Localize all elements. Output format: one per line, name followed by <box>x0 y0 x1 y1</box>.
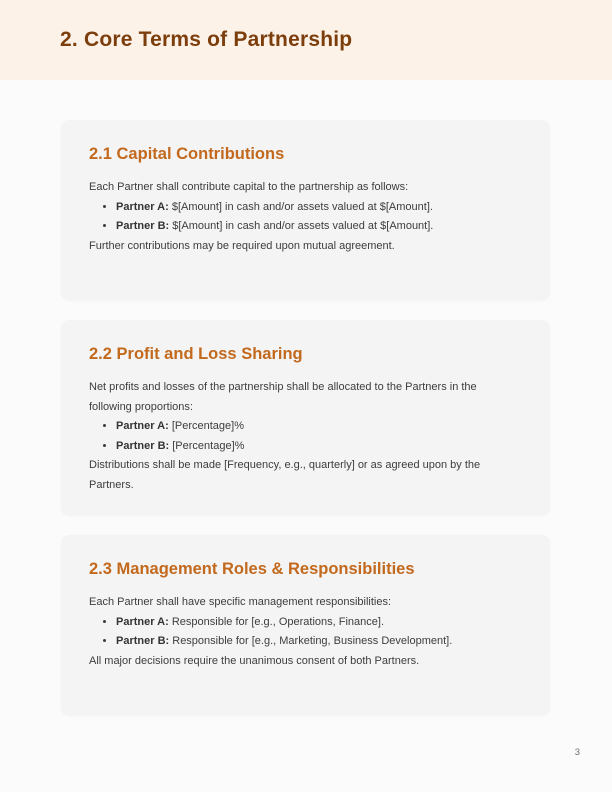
section-heading: 2.3 Management Roles & Responsibilities <box>89 560 415 578</box>
partner-list <box>89 198 522 237</box>
page-title: 2. Core Terms of Partnership <box>60 28 353 51</box>
section-intro: Each Partner shall contribute capital to the partnership as follows: <box>89 181 409 193</box>
partner-list <box>89 417 522 456</box>
section-card-capital-contributions <box>61 120 550 300</box>
partner-label: Partner A: <box>116 200 169 213</box>
list-item <box>116 198 522 218</box>
list-item <box>116 417 522 437</box>
partner-detail: Responsible for [e.g., Operations, Finance]. <box>171 615 385 628</box>
page-number: 3 <box>574 747 580 758</box>
section-outro: All major decisions require the unanimous consent of both Partners. <box>89 654 420 667</box>
partner-detail: $[Amount] in cash and/or assets valued at $[Amount]. <box>172 220 434 232</box>
partner-label: Partner B: <box>116 635 170 647</box>
section-card-profit-loss-sharing <box>61 320 550 515</box>
list-item <box>116 632 522 652</box>
section-card-management-roles <box>61 535 550 715</box>
partner-list <box>89 613 522 652</box>
section-intro: Each Partner shall have specific management responsibilities: <box>89 596 392 608</box>
partner-detail: [Percentage]% <box>172 439 245 452</box>
partner-detail: [Percentage]% <box>171 420 244 432</box>
list-item <box>116 437 522 457</box>
section-outro: Further contributions may be required upon mutual agreement. <box>89 239 395 252</box>
section-outro: Distributions shall be made [Frequency, e.g., quarterly] or as agreed upon by the Partners. <box>89 459 481 491</box>
partner-label: Partner B: <box>116 220 170 232</box>
page-content <box>0 80 612 715</box>
partner-label: Partner B: <box>116 439 170 452</box>
list-item <box>116 613 522 633</box>
section-heading: 2.1 Capital Contributions <box>89 145 285 163</box>
list-item <box>116 217 522 237</box>
section-intro: Net profits and losses of the partnership shall be allocated to the Partners in the following proportions: <box>89 381 477 413</box>
partner-detail: $[Amount] in cash and/or assets valued at $[Amount]. <box>171 200 433 213</box>
partner-label: Partner A: <box>116 615 169 628</box>
section-heading: 2.2 Profit and Loss Sharing <box>89 345 303 363</box>
page-header-band <box>0 0 612 80</box>
partner-detail: Responsible for [e.g., Marketing, Business Development]. <box>172 635 453 647</box>
partner-label: Partner A: <box>116 420 169 432</box>
